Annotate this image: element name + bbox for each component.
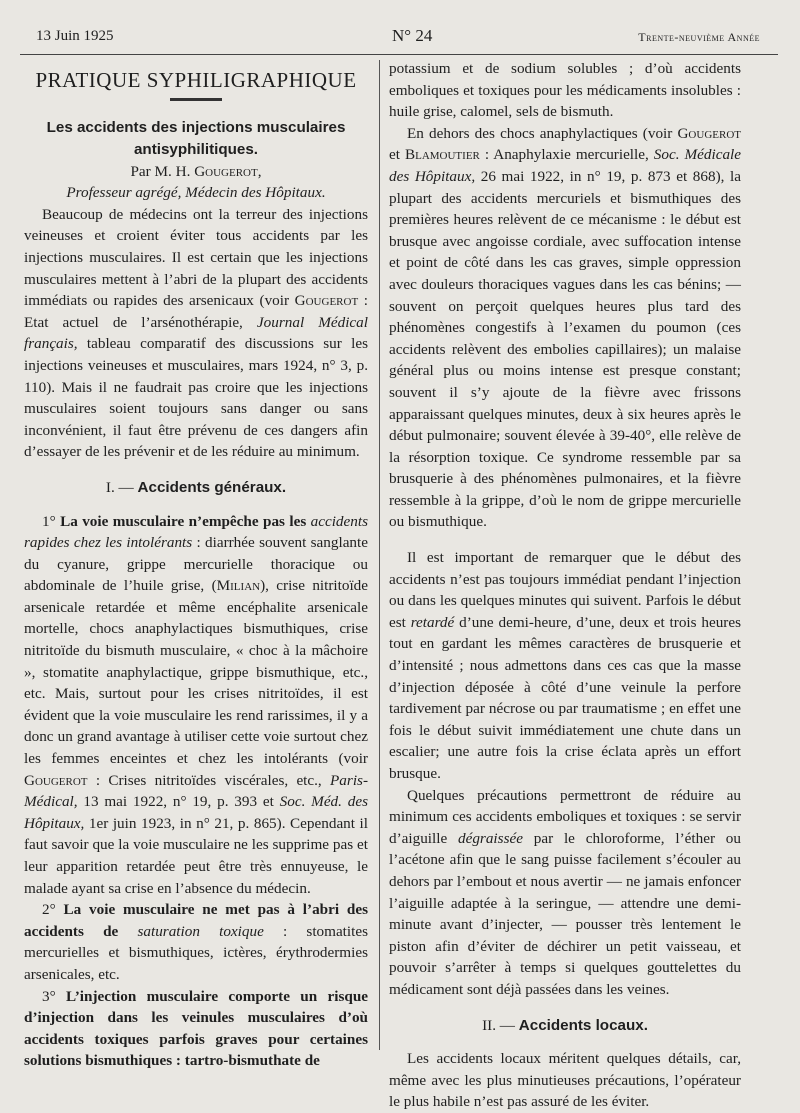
emphasis: saturation toxique <box>137 922 264 940</box>
text-run: 1er juin 1923, in n° 21, p. 865). Cependant il faut savoir que la voie musculaire ne les supprime pas et leur apparition retardée peut être très ennuyeuse, le malade ayant sa crise en l’absence du médecin. <box>24 814 368 897</box>
text-run: 13 mai 1922, n° 19, p. 393 et <box>77 793 280 811</box>
journal-title: Soc. Méd. des Hôpitaux, <box>24 793 368 832</box>
section-title: Accidents généraux. <box>137 478 287 496</box>
continued-paragraph: potassium et de sodium solubles ; d’où accidents emboliques et toxiques pour les médicaments insolubles : huile grise, calomel, sels de bismuth. <box>389 60 741 121</box>
cited-author: Gougerot <box>24 771 88 789</box>
text-run: tableau comparatif des discussions sur les injections veineuses et musculaires, mars 1924, n° 3, p. 110). Mais il ne faudrait pas croire que les injections musculaires soient toujours sans danger ou sans inconvénient, il faut être prévenu de ces dangers afin d’essayer de les prévenir et de les réduire au minimum. <box>24 335 368 461</box>
section-number: II. — <box>482 1016 519 1034</box>
author-affiliation: Professeur agrégé, Médecin des Hôpitaux. <box>66 184 326 202</box>
paragraph-anaphylaxis <box>389 123 741 533</box>
intro-paragraph <box>24 204 368 463</box>
lead-text: La voie musculaire n’empêche pas les <box>60 512 311 530</box>
text-run: Il est important de remarquer que le début des accidents n’est pas toujours immédiat pendant l’injection ou dans les quelques minutes qui suivent. Parfois le début est <box>389 549 741 631</box>
journal-title: Journal Médical français, <box>24 313 368 353</box>
text-run: ), crise nitritoïde arsenicale retardée et même encéphalite arsenicale mortelle, chocs anaphylactiques bismuthiques, crise nitritoïde du bismuth musculaire, « choc à la mâchoire », stomatite anaphylactique, grippe bismuthique, etc., etc. Mais, surtout pour les crises nitritoïdes, il est évident que la voie musculaire les rend rarissimes, il y a donc un grand avantage à utiliser cette voie surtout chez les femmes enceintes et chez les intolérants (voir <box>24 577 368 768</box>
section-title: Accidents locaux. <box>518 1016 648 1034</box>
emphasis: accidents rapides chez les intolérants <box>24 512 368 552</box>
volume-year: Trente-neuvième Année <box>638 30 760 44</box>
cited-author: Gougerot <box>294 292 359 310</box>
lead-text: L’injection musculaire comporte un risque d’injection dans les veinules musculaires d’où accidents toxiques parfois graves pour certaines solutions bismuthiques : tartro-bismuthate de <box>24 987 369 1070</box>
text-run: et <box>389 146 405 164</box>
emphasis: retardé <box>410 613 455 631</box>
text-run: : Anaphylaxie mercurielle, <box>479 146 654 164</box>
paragraph-2 <box>24 899 368 985</box>
text-run: Quelques précautions permettront de réduire au minimum ces accidents emboliques et toxiques : se servir d’aiguille <box>389 786 741 847</box>
issue-number: N° 24 <box>392 26 433 45</box>
paragraph-precautions <box>389 785 741 1001</box>
paragraph-delayed-onset <box>389 547 741 785</box>
section-heading-2 <box>389 1015 741 1037</box>
cited-author: Blamoutier <box>404 146 480 164</box>
right-column <box>389 58 741 1113</box>
rubric-rule <box>170 98 222 101</box>
text-run: 26 mai 1922, in n° 19, p. 873 et 868), la plupart des accidents mercuriels et bismuthiques des premières heures relèvent de ce mécanisme : le début est brusque avec angoisse cordiale, avec suffocation intense et point de côté dans les cas graves, simple oppression avec douleurs thoraciques vagues dans les cas bénins; — souvent on perçoit quelques heures plus tard des phénomènes congestifs à l’examen du poumon (ces accidents relèvent des embolies capillaires); un malaise général plus ou moins intense est presque constant; souvent il s’y ajoute de la fièvre avec frissons apparaissant quelques minutes, deux à six heures après le début pulmonaire; souvent élevée à 39-40°, elle relève de la résorption toxique. Ce syndrome ressemble par sa brusquerie à des phénomènes pulmonaires, et la fièvre ressemble à la grippe, d’où le nom de grippe mercurielle ou bismuthique. <box>389 167 741 531</box>
paragraph-local-accidents: Les accidents locaux méritent quelques détails, car, même avec les plus minutieuses précautions, l’opérateur le plus habile n’est pas assuré de les éviter. <box>389 1050 741 1111</box>
author-name: Gougerot, <box>194 162 262 180</box>
journal-title: Soc. Médicale des Hôpitaux, <box>389 146 742 185</box>
text-run: par le chloroforme, l’éther ou l’acétone afin que le sang puisse facilement s’écouler au dehors par l’embout et nous avertir — ne jamais enfoncer l’aiguille adaptée à la seringue, — attendre une demi-minute avant d’injecter, — pousser très lentement le piston afin d’éviter de déchirer un petit vaisseau, et pouvoir s’arrêter à temps si quelques gouttelettes du médicament sont déjà passées dans les veines. <box>389 829 741 998</box>
section-heading-1 <box>24 477 368 499</box>
text-run: : Etat actuel de l’arsénothérapie, <box>24 292 368 331</box>
item-number: 3° <box>42 987 66 1005</box>
issue-date: 13 Juin 1925 <box>36 28 114 44</box>
rubric-title: PRATIQUE SYPHILIGRAPHIQUE <box>35 68 357 92</box>
text-run: En dehors des chocs anaphylactiques (voir <box>407 124 678 142</box>
column-divider <box>379 60 380 1050</box>
item-number: 1° <box>42 512 61 530</box>
item-number: 2° <box>42 901 64 919</box>
section-number: I. — <box>105 478 138 496</box>
text-run: d’une demi-heure, d’une, deux et trois heures tout en gardant les mêmes caractères de brusquerie et d’intensité ; nous admettons dans ces cas que la masse d’injection déposée à côté d’une veinule la perfore tardivement par nécrose ou par traumatisme ; en effet une fois le début suivit immédiatement une chute dans un escalier; une autre fois la crise éclata après un effort brusque. <box>389 613 741 782</box>
paragraph-1 <box>24 511 368 900</box>
author-line <box>24 161 368 183</box>
article-title: Les accidents des injections musculaires antisyphilitiques. <box>46 118 346 158</box>
left-column <box>24 58 368 1072</box>
text-run: Beaucoup de médecins ont la terreur des injections veineuses et croient éviter tous accidents par les injections musculaires. Il est certain que les injections musculaires mettent à l’abri de la plupart des accidents immédiats ou rapides des arsenicaux (voir <box>24 205 368 310</box>
cited-author: Gougerot <box>677 124 741 142</box>
text-run: : stomatites mercurielles et bismuthiques, ictères, érythrodermies arsenicales, etc. <box>24 922 368 983</box>
header-rule <box>20 54 778 55</box>
paragraph-gap <box>389 533 741 547</box>
lead-text: La voie musculaire ne met pas à l’abri des accidents de <box>24 901 368 940</box>
journal-title: Paris-Médical, <box>24 771 368 811</box>
page-header <box>36 26 760 52</box>
author-prefix: Par M. H. <box>130 162 195 180</box>
cited-author: Milian <box>216 577 261 595</box>
emphasis: dégraissée <box>458 829 523 847</box>
text-run: : diarrhée souvent sanglante du cyanure, grippe mercurielle thoracique ou abdominale de l’huile grise, ( <box>24 534 368 595</box>
text-run: : Crises nitritoïdes viscérales, etc., <box>87 771 331 789</box>
